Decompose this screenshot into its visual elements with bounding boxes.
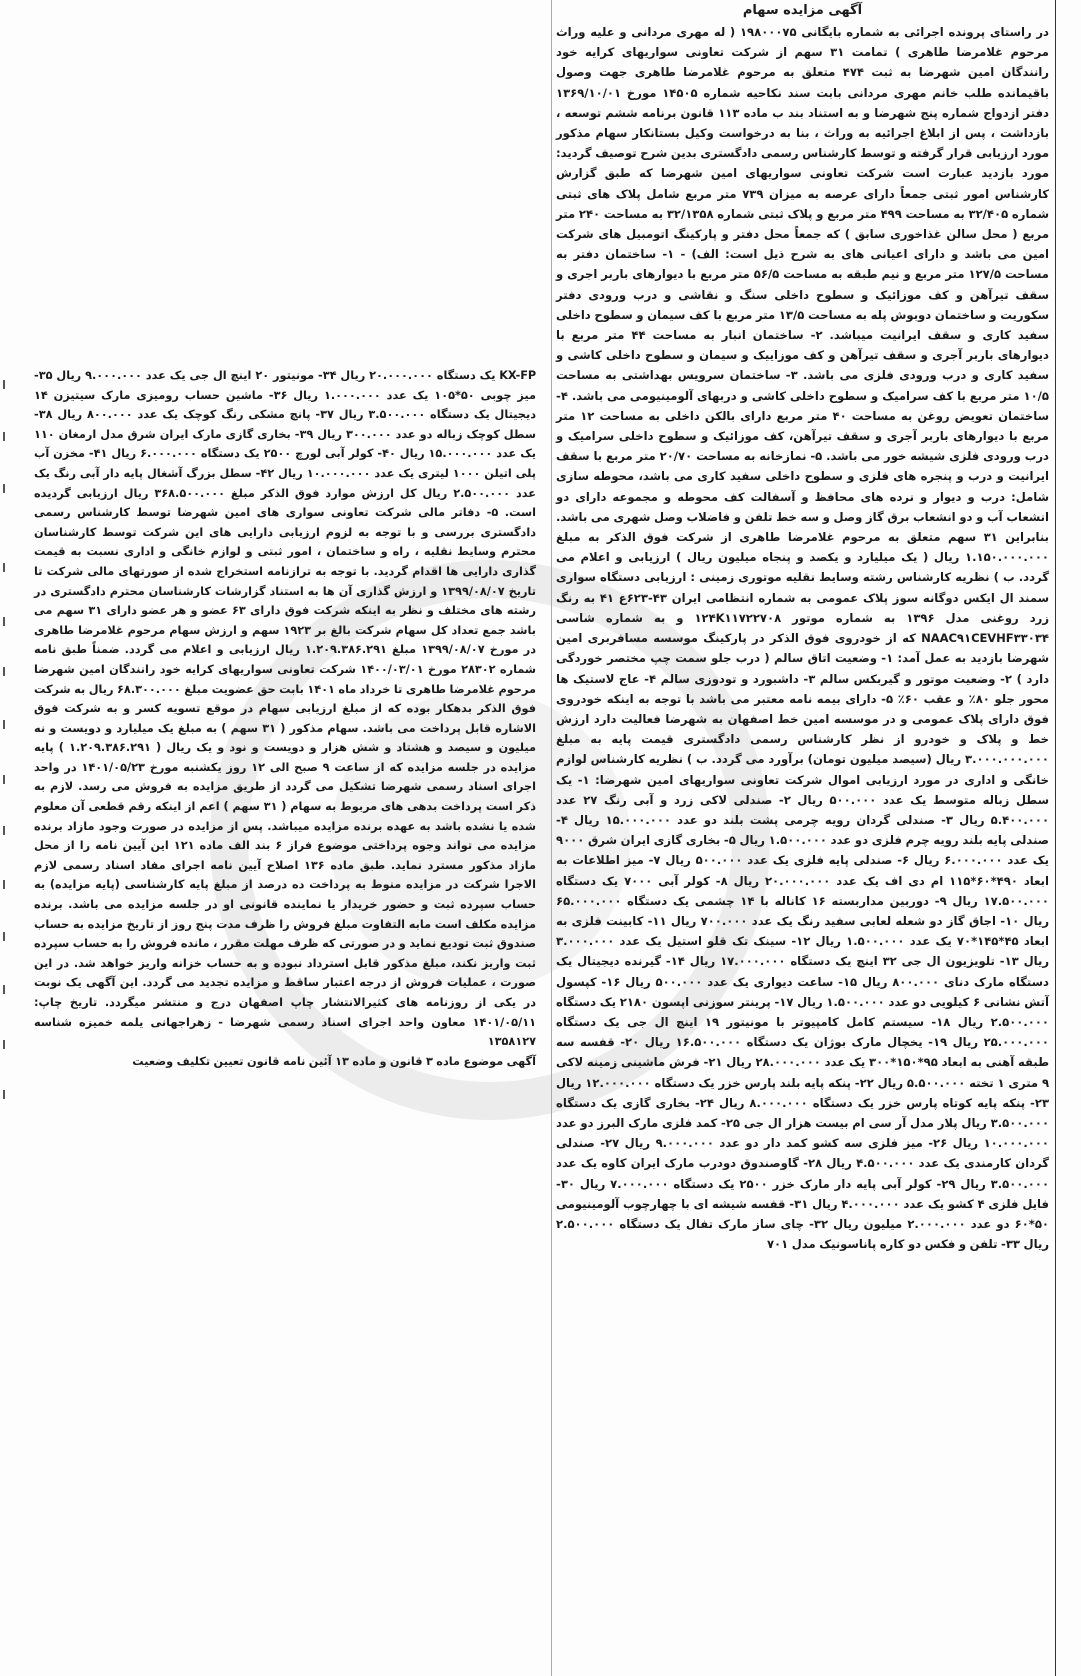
notice-title: آگهی مزایده سهام bbox=[742, 3, 863, 18]
notice-main-column bbox=[551, 0, 1056, 1676]
margin-mark bbox=[3, 985, 5, 994]
notice-continuation-text: KX-FP یک دستگاه ۲۰.۰۰۰.۰۰۰ ریال ۳۴- مونیتور ۲۰ اینچ ال جی یک عدد ۹.۰۰۰.۰۰۰ ریال ۳۵- میز چوبی ۵۰*۱۰۵ یک عدد ۱.۰۰۰.۰۰۰ ریال ۳۶- ماشین حساب رومیزی مارک سیتیزن ۱۴ دیجیتال یک دستگاه ۳.۵۰۰.۰۰۰ ریال ۳۷- پانچ مشکی رنگ کوچک یک عدد ۸۰۰.۰۰۰ ریال ۳۸- سطل کوچک زباله دو عدد ۳۰۰.۰۰۰ ریال ۳۹- بخاری گازی مارک ایران شرق مدل ارمغان ۱۱۰ یک عدد ۱۵.۰۰۰.۰۰۰ ریال ۴۰- کولر آبی لورچ ۲۵۰۰ یک دستگاه ۶.۰۰۰.۰۰۰ ریال ۴۱- مخزن آب پلی اتیلن ۱۰۰۰ لیتری یک عدد ۱۰.۰۰۰.۰۰۰ ریال ۴۲- سطل بزرگ آشغال پایه دار آبی رنگ یک عدد ۲.۵۰۰.۰۰۰ ریال کل ارزش موارد فوق الذکر مبلغ ۳۶۸.۵۰۰.۰۰۰ ریال ارزیابی گردیده است. ۵- دفاتر مالی شرکت تعاونی سواری های امین شهرضا توسط کارشناس رسمی دادگستری بررسی و با توجه به لزوم ارزیابی دارایی های این شرکت توسط کارشناسان محترم وسایط نقلیه ، راه و ساختمان ، امور ثبتی و لوازم خانگی و اداری نسبت به قیمت گذاری دارایی ها اقدام گردید. با توجه به ترازنامه استخراج شده از صورتهای مالی شرکت تا تاریخ ۱۳۹۹/۰۸/۰۷ و ارزش گذاری آن ها به استناد گزارشات کارشناسان محترم دادگستری در رشته های مختلف و نظر به اینکه شرکت فوق دارای ۶۳ عضو و هر عضو دارای ۳۱ سهم می باشد جمع تعداد کل سهام شرکت بالغ بر ۱۹۲۳ سهم و ارزش سهام مرحوم غلامرضا طاهری در مورخ ۱۳۹۹/۰۸/۰۷ مبلغ ۱.۲۰۹.۳۸۶.۲۹۱ ریال ارزیابی و اعلام می گردد. ضمناً طبق نامه شماره ۲۸۳۰۲ مورخ ۱۴۰۰/۰۳/۰۱ شرکت تعاونی سواریهای کرایه خود رانندگان امین شهرضا مرحوم غلامرضا طاهری تا خرداد ماه ۱۴۰۱ بابت حق عضویت مبلغ ۶۸.۳۰۰.۰۰۰ ریال به شرکت فوق الذکر بدهکار بوده که از مبلغ ارزیابی سهام در موقع تسویه کسر و به شرکت فوق الاشاره قابل پرداخت می باشد. سهام مذکور ( ۳۱ سهم ) به مبلغ یک میلیارد و دویست و نه میلیون و سیصد و هشتاد و شش هزار و دویست و نود و یک ریال ( ۱.۲۰۹.۳۸۶.۲۹۱ ) پایه مزایده در جلسه مزایده که از ساعت ۹ صبح الی ۱۲ روز یکشنبه مورخ ۱۴۰۱/۰۵/۲۳ در واحد اجرای اسناد رسمی شهرضا تشکیل می گردد از طریق مزایده به فروش می رسد. لازم به ذکر است پرداخت بدهی های مربوط به سهام ( ۳۱ سهم ) اعم از اینکه رقم قطعی آن معلوم شده یا نشده باشد به عهده برنده مزایده میباشد. پس از مزایده در صورت وجود مازاد برنده مزایده می تواند وجوه پرداختی موضوع فراز ۶ بند الف ماده ۱۲۱ این آیین نامه را از محل مازاد مذکور مسترد نماید. طبق ماده ۱۳۶ اصلاح آیین نامه اجرای مفاد اسناد رسمی لازم الاجرا شرکت در مزایده منوط به پرداخت ده درصد از مبلغ پایه کارشناسی (پایه مزایده) به حساب سپرده ثبت و حضور خریدار یا نماینده قانونی او در جلسه مزایده می باشد. برنده مزایده مکلف است مابه التفاوت مبلغ فروش را ظرف مدت پنج روز از تاریخ مزایده به حساب صندوق ثبت تودیع نماید و در صورتی که ظرف مهلت مقرر ، مانده فروش را به حساب سپرده ثبت واریز نکند، مبلغ مذکور قابل استرداد نبوده و به حساب خزانه واریز خواهد شد. در این صورت ، عملیات فروش از درجه اعتبار ساقط و مزایده تجدید می گردد. این آگهی یک نوبت در یکی از روزنامه های کثیرالانتشار چاپ اصفهان درج و منتشر میگردد. تاریخ چاپ: ۱۴۰۱/۰۵/۱۱ معاون واحد اجرای اسناد رسمی شهرضا - زهراجهانی یلمه خمیزه شناسه ۱۳۵۸۱۲۷ bbox=[34, 369, 537, 1049]
margin-mark bbox=[3, 563, 5, 572]
notice-continuation-column bbox=[30, 362, 540, 1220]
margin-mark bbox=[3, 617, 5, 626]
margin-mark bbox=[3, 720, 5, 729]
margin-mark bbox=[3, 1090, 5, 1099]
next-notice-heading: آگهی موضوع ماده ۳ قانون و ماده ۱۳ آئین نامه قانون تعیین تکلیف وضعیت bbox=[132, 1054, 536, 1068]
margin-mark bbox=[3, 484, 5, 493]
margin-mark bbox=[3, 775, 5, 784]
notice-main-text: در راستای پرونده اجرائی به شماره بایگانی ۱۹۸۰۰۰۷۵ ( له مهری مردانی و علیه وراث مرحوم غلامرضا طاهری ) تمامت ۳۱ سهم از شرکت تعاونی سواریهای کرایه خود رانندگان امین شهرضا به ثبت ۴۷۴ متعلق به مرحوم غلامرضا طاهری جهت وصول باقیمانده طلب خانم مهری مردانی بابت سند نکاحیه شماره ۱۴۵۰۵ مورخ ۱۳۶۹/۱۰/۰۱ دفتر ازدواج شماره پنج شهرضا و به استناد بند ب ماده ۱۱۳ قانون برنامه ششم توسعه ، بازداشت ، پس از ابلاغ اجرائیه به وراث ، بنا به درخواست وکیل بستانکار سهام مذکور مورد ارزیابی قرار گرفته و توسط کارشناس رسمی دادگستری بدین شرح توصیف گردید: مورد بازدید عبارت است شرکت تعاونی سواریهای امین شهرضا که طبق گزارش کارشناس امور ثبتی جمعاً دارای عرصه به میزان ۷۳۹ متر مربع شامل پلاک های ثبتی شماره ۳۲/۴۰۵ به مساحت ۴۹۹ متر مربع و پلاک ثبتی شماره ۳۲/۱۳۵۸ به مساحت ۲۴۰ متر مربع ( محل سالن غذاخوری سابق ) که جمعاً محل دفتر و پارکینگ اتومبیل های شرکت امین می باشد و دارای اعیانی های به شرح ذیل است: الف) - ۱- ساختمان دفتر به مساحت ۱۲۷/۵ متر مربع و نیم طبقه به مساحت ۵۶/۵ متر مربع با دیوارهای باربر اجری و سقف تیرآهن و کف موزائیک و سطوح داخلی سنگ و نقاشی و درب ورودی دفتر سکوریت و ساختمان دوبوش پله به مساحت ۱۳/۵ متر مربع با کف سیمان و سطوح داخلی سفید کاری و سقف ایرانیت میباشد. ۲- ساختمان انبار به مساحت ۴۴ متر مربع با دیوارهای باربر آجری و سقف تیرآهن و کف موزاییک و سیمان و سطوح داخلی کاشی و سفید کاری و درب ورودی فلزی می باشد. ۳- ساختمان سرویس بهداشتی به مساحت ۱۰/۵ متر مربع با کف سرامیک و سطوح داخلی کاشی و دربهای آلومینیومی می باشد. ۴- ساختمان تعویض روغن به مساحت ۴۰ متر مربع دارای بالکن داخلی به مساحت ۱۲ متر مربع با دیوارهای باربر آجری و سقف تیرآهن، کف موزائیک و سطوح داخلی سرامیک و درب ورودی فلزی شیشه خور می باشد. ۵- نمازخانه به مساحت ۲۰/۷۰ متر مربع با سقف ایرانیت و درب و پنجره های فلزی و سطوح داخلی سفید کاری می باشد، محوطه سازی شامل: درب و دیوار و نرده های محافظ و آسفالت کف محوطه و مجموعه دارای دو انشعاب آب و دو انشعاب برق گاز وصل و سه خط تلفن و فاضلاب وصل شهری می باشد. بنابراین ۳۱ سهم متعلق به مرحوم غلامرضا طاهری از شرکت فوق الذکر به مبلغ ۱.۱۵۰.۰۰۰.۰۰۰ ریال ( یک میلیارد و یکصد و پنجاه میلیون ریال ) ارزیابی و اعلام می گردد. ب ) نظریه کارشناس رشته وسایط نقلیه موتوری زمینی : ارزیابی دستگاه سواری سمند ال ایکس دوگانه سوز پلاک عمومی به شماره انتظامی ایران ۴۳-۶۲۳ع ۴۱ به رنگ زرد روغنی مدل ۱۳۹۶ به شماره موتور ۱۲۴K۱۱۷۲۲۷۰۸ و به شماره شاسی NAAC۹۱CEVHF۳۳۰۳۴ که از خودروی فوق الذکر در پارکینگ موسسه مسافربری امین شهرضا بازدید به عمل آمد: ۱- وضعیت اتاق سالم ( درب جلو سمت چپ مختصر خوردگی دارد ) ۲- وضعیت موتور و گیربکس سالم ۳- داشبورد و تودوزی سالم ۴- عاج لاستیک ها محور جلو ۸۰٪ و عقب ۶۰٪ ۵- دارای بیمه نامه معتبر می باشد با توجه به اینکه خودروی فوق دارای پلاک عمومی و در موسسه امین خط اصفهان به شهرضا فعالیت دارد ارزش خط و پلاک و خودرو از نظر کارشناس رسمی دادگستری قیمت پایه به مبلغ ۳.۰۰۰.۰۰۰.۰۰۰ ریال (سیصد میلیون تومان) برآورد می گردد. ب ) نظریه کارشناس لوازم خانگی و اداری در مورد ارزیابی اموال شرکت تعاونی سواریهای امین شهرضا: ۱- یک سطل زباله متوسط یک عدد ۵۰۰.۰۰۰ ریال ۲- صندلی لاکی زرد و آبی رنگ ۲۷ عدد ۵.۴۰۰.۰۰۰ ریال ۳- صندلی گردان رویه چرمی پشت بلند دو عدد ۱۵.۰۰۰.۰۰۰ ریال ۴- صندلی پایه بلند رویه چرم فلزی دو عدد ۱.۵۰۰.۰۰۰ ریال ۵- بخاری گازی ایران شرق ۹۰۰۰ یک عدد ۶.۰۰۰.۰۰۰ ریال ۶- صندلی پایه فلزی یک عدد ۵۰۰.۰۰۰ ریال ۷- میز اطلاعات به ابعاد ۴۹۰*۶۰*۱۱۵ ام دی اف یک عدد ۲۰.۰۰۰.۰۰۰ ریال ۸- کولر آبی ۷۰۰۰ یک دستگاه ۱۷.۵۰۰.۰۰۰ ریال ۹- دوربین مداربسته ۱۶ کاناله با ۱۴ چشمی یک دستگاه ۶۵.۰۰۰.۰۰۰ ریال ۱۰- اجاق گاز دو شعله لعابی سفید رنگ یک عدد ۷۰۰.۰۰۰ ریال ۱۱- کابینت فلزی به ابعاد ۴۵*۱۴۵*۷۰ یک عدد ۱.۵۰۰.۰۰۰ ریال ۱۲- سینک تک قلو استیل یک عدد ۳.۰۰۰.۰۰۰ ریال ۱۳- تلویزیون ال جی ۳۲ اینچ یک دستگاه ۱۷.۰۰۰.۰۰۰ ریال ۱۴- گیرنده دیجیتال یک دستگاه مارک دنای ۸۰۰.۰۰۰ ریال ۱۵- ساعت دیواری یک عدد ۵۰۰.۰۰۰ ریال ۱۶- کپسول آتش نشانی ۶ کیلویی دو عدد ۱.۵۰۰.۰۰۰ ریال ۱۷- پرینتر سوزنی اپسون ۲۱۸۰ یک دستگاه ۲.۵۰۰.۰۰۰ ریال ۱۸- سیستم کامل کامپیوتر با مونیتور ۱۹ اینچ ال جی یک دستگاه ۲۵.۰۰۰.۰۰۰ ریال ۱۹- یخچال مارک بوژان یک دستگاه ۱۶.۵۰۰.۰۰۰ ریال ۲۰- قفسه سه طبقه آهنی به ابعاد ۹۵*۱۵۰*۳۰۰ یک عدد ۲۸.۰۰۰.۰۰۰ ریال ۲۱- فرش ماشینی زمینه لاکی ۹ متری ۱ تخته ۵.۵۰۰.۰۰۰ ریال ۲۲- پنکه پایه بلند پارس خزر یک دستگاه ۱۲.۰۰۰.۰۰۰ ریال ۲۳- پنکه پایه کوتاه پارس خزر یک دستگاه ۸.۰۰۰.۰۰۰ ریال ۲۴- بخاری گازی یک دستگاه ۳.۵۰۰.۰۰۰ ریال پلار مدل آر سی ام بیست هزار ال جی ۲۵- کمد فلزی مارک البرز دو عدد ۱۰.۰۰۰.۰۰۰ ریال ۲۶- میز فلزی سه کشو کمد دار دو عدد ۹.۰۰۰.۰۰۰ ریال ۲۷- صندلی گردان کارمندی یک عدد ۴.۵۰۰.۰۰۰ ریال ۲۸- گاوصندوق دودرب مارک ایران کاوه یک عدد ۳.۵۰۰.۰۰۰ ریال ۲۹- کولر آبی پایه دار مارک خزر ۲۵۰۰ یک دستگاه ۷.۰۰۰.۰۰۰ ریال ۳۰- فایل فلزی ۴ کشو یک عدد ۴.۰۰۰.۰۰۰ ریال ۳۱- قفسه شیشه ای با چهارچوب آلومینیومی ۵۰*۶۰ دو عدد ۲.۰۰۰.۰۰۰ میلیون ریال ۳۲- چای ساز مارک تفال یک دستگاه ۲.۵۰۰.۰۰۰ ریال ۳۳- تلفن و فکس دو کاره پاناسونیک مدل ۷۰۱ bbox=[556, 25, 1050, 1252]
margin-mark bbox=[3, 826, 5, 835]
margin-mark bbox=[3, 880, 5, 889]
margin-mark bbox=[3, 932, 5, 941]
margin-mark bbox=[3, 432, 5, 441]
column-margin-marks bbox=[0, 0, 8, 1676]
margin-mark bbox=[3, 667, 5, 676]
margin-mark bbox=[3, 380, 5, 389]
margin-mark bbox=[3, 1040, 5, 1049]
